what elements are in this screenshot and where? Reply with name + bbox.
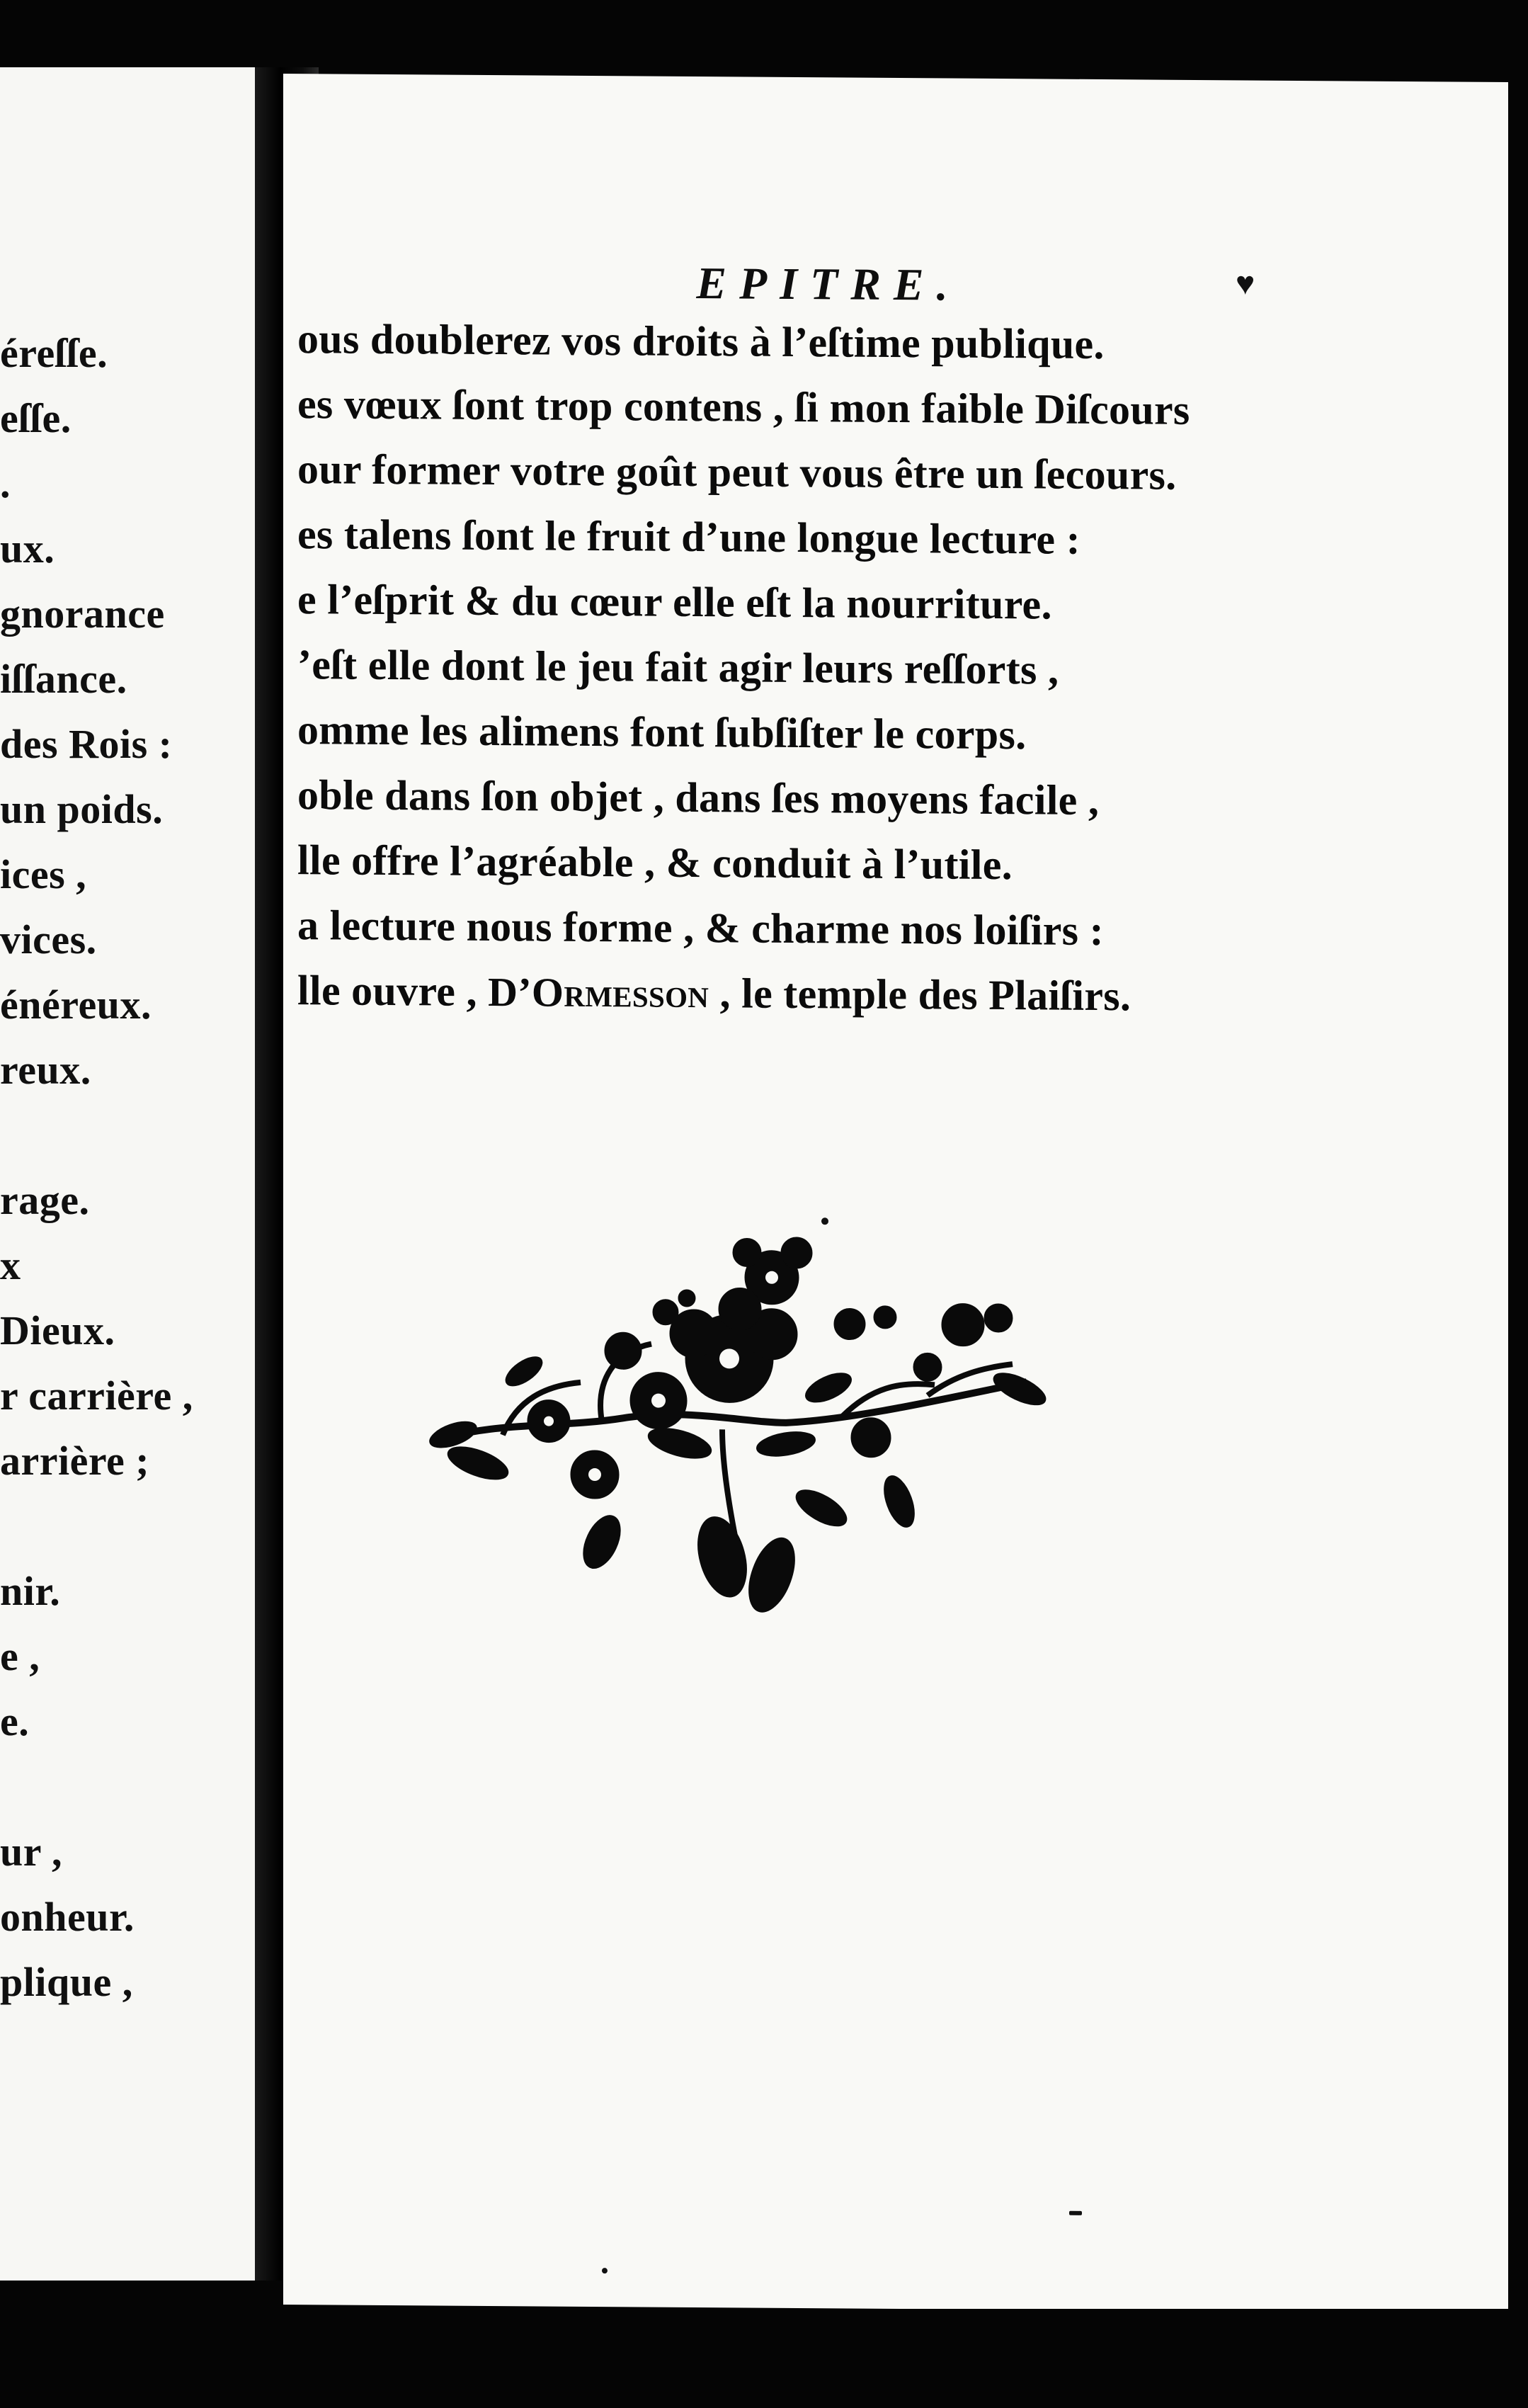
verse-line: es vœux ſont trop contens , ſi mon faible Diſcours xyxy=(297,380,1190,433)
verse-line: lle offre l’agréable , & conduit à l’utile. xyxy=(297,836,1013,889)
left-line: vices. xyxy=(0,916,97,962)
left-line: un poids. xyxy=(0,786,164,832)
left-line: eſſe. xyxy=(0,395,72,441)
scan-border xyxy=(0,2309,1528,2408)
verse-line: our former votre goût peut vous être un ſecours. xyxy=(297,445,1177,499)
left-line: rage. xyxy=(0,1177,90,1223)
ink-speck xyxy=(602,2268,608,2273)
left-line: ux. xyxy=(0,526,55,572)
left-line: énéreux. xyxy=(0,982,152,1028)
right-page xyxy=(283,74,1508,2313)
verse-line: a lecture nous forme , & charme nos loiſirs : xyxy=(297,902,1104,955)
page-header: EPITRE. xyxy=(696,258,961,310)
heart-mark-icon: ♥ xyxy=(1236,265,1255,302)
left-line: e. xyxy=(0,1698,30,1744)
left-line: des Rois : xyxy=(0,721,173,767)
left-page xyxy=(0,67,259,2281)
verse-fragment: lle ouvre , xyxy=(297,967,489,1015)
left-line: x xyxy=(0,1242,21,1288)
verse-fragment: , le temple des Plaiſirs. xyxy=(709,970,1131,1020)
ink-speck xyxy=(1069,2211,1082,2215)
left-line: Dieux. xyxy=(0,1307,115,1353)
left-line: ur , xyxy=(0,1829,62,1875)
left-line: iſſance. xyxy=(0,656,127,702)
floral-vignette-icon xyxy=(389,1208,1083,1637)
verse-line: omme les alimens font ſubſiſter le corps. xyxy=(297,706,1027,759)
ink-speck xyxy=(821,1217,828,1225)
left-line: e , xyxy=(0,1633,40,1679)
left-line: éreſſe. xyxy=(0,330,108,376)
verse-line-dedication xyxy=(297,966,1131,1021)
left-line: . xyxy=(0,460,11,506)
left-line: nir. xyxy=(0,1568,61,1614)
left-line: arrière ; xyxy=(0,1438,150,1484)
left-line: plique , xyxy=(0,1959,133,2005)
verse-line: ous doublerez vos droits à l’eſtime publique. xyxy=(297,315,1105,368)
verse-line: es talens ſont le fruit d’une longue lecture : xyxy=(297,511,1081,563)
verse-line: oble dans ſon objet , dans ſes moyens facile , xyxy=(297,771,1100,824)
left-line: reux. xyxy=(0,1047,91,1093)
verse-line: ’eſt elle dont le jeu fait agir leurs reſſorts , xyxy=(297,641,1059,693)
left-line: onheur. xyxy=(0,1894,135,1940)
left-line: ices , xyxy=(0,851,87,897)
left-line: gnorance xyxy=(0,591,165,637)
verse-line: e l’eſprit & du cœur elle eſt la nourriture. xyxy=(297,576,1052,628)
dedicatee-name: D’Ormesson xyxy=(488,968,709,1017)
left-line: r carrière , xyxy=(0,1373,193,1419)
